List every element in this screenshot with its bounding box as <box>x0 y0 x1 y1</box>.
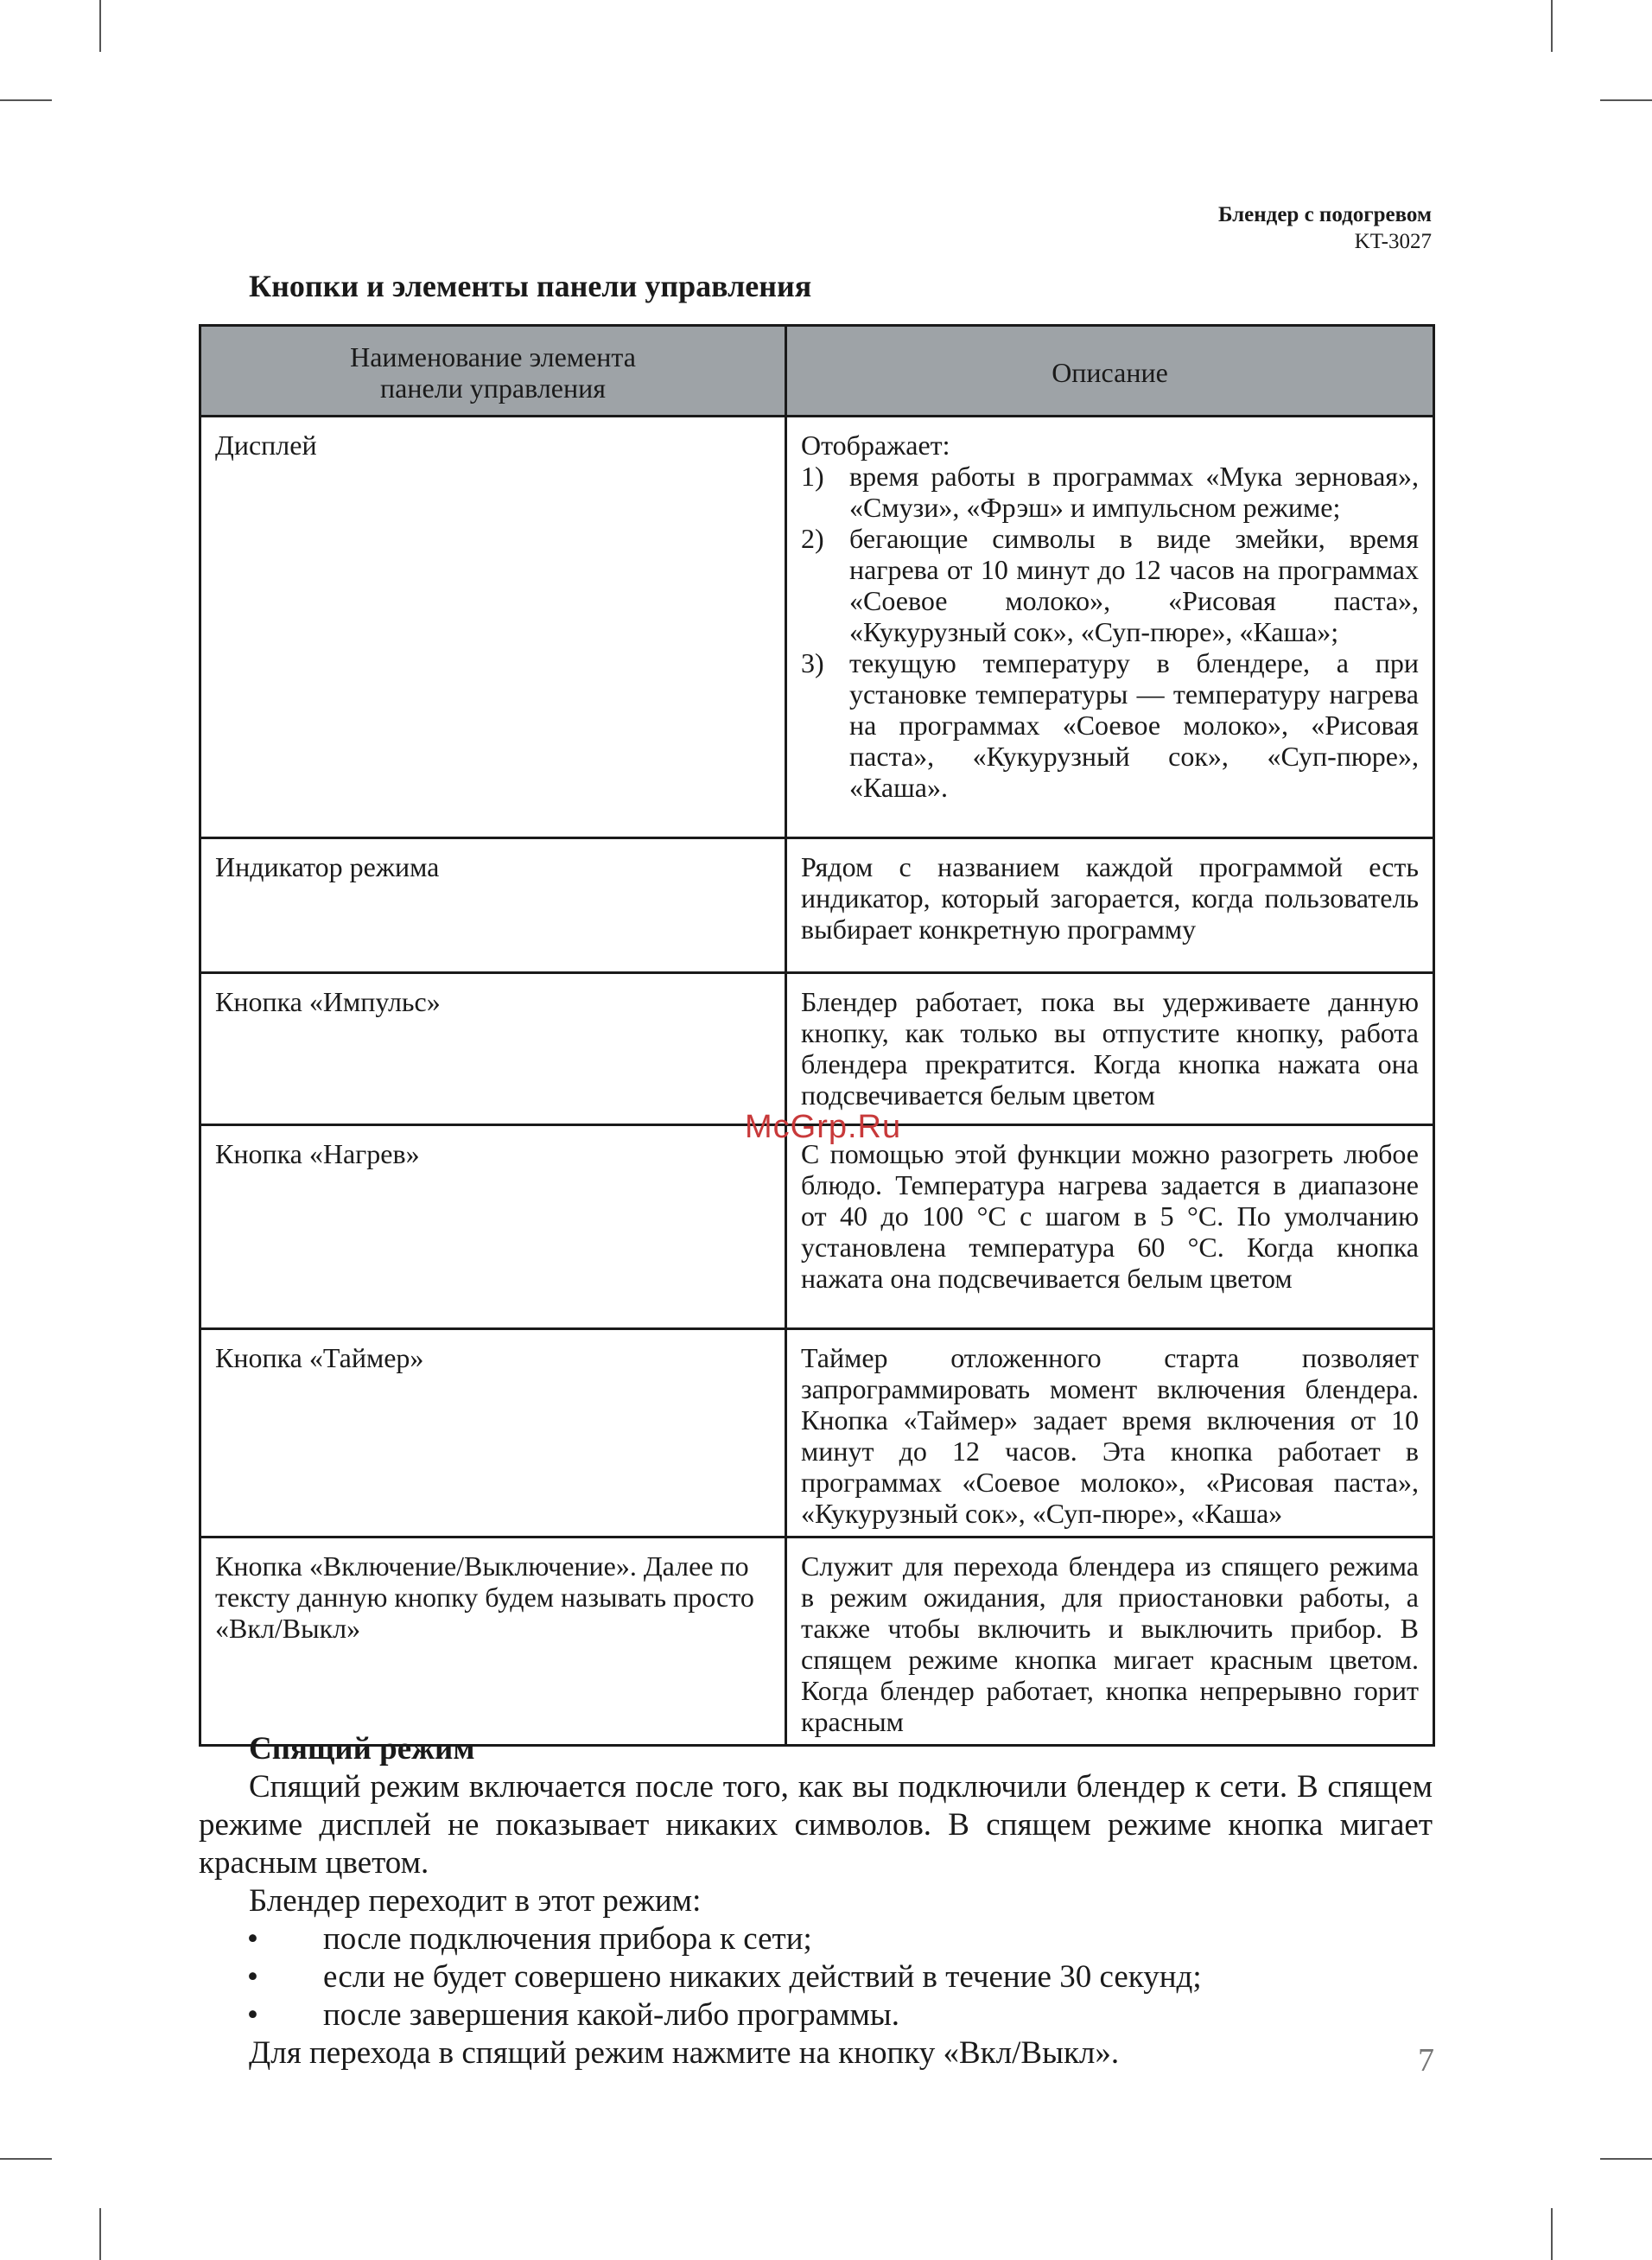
page-number: 7 <box>1418 2042 1434 2079</box>
product-model: KT-3027 <box>1354 230 1432 254</box>
column-header-description: Описание <box>786 326 1434 417</box>
description-intro: Отображает: <box>801 430 950 461</box>
table-row <box>200 1537 1434 1746</box>
column-header-name: Наименование элемента панели управления <box>200 326 786 417</box>
table-row <box>200 1125 1434 1329</box>
table-row <box>200 973 1434 1125</box>
list-item: • после подключения прибора к сети; <box>247 1921 812 1957</box>
running-header <box>1218 201 1432 256</box>
transition-bullets <box>199 1920 1433 2034</box>
crop-mark <box>0 2158 52 2160</box>
bullet-icon: • <box>247 1921 258 1957</box>
list-item: • если не будет совершено никаких действий в течение 30 секунд; <box>247 1959 1202 1995</box>
row-name: Кнопка «Включение/Выключение». Далее по тексту данную кнопку будем называть просто «Вкл/Выкл» <box>200 1537 786 1746</box>
row-description: Блендер работает, пока вы удерживаете данную кнопку, как только вы отпустите кнопку, работа блендера прекратится. Когда кнопка нажата она подсвечивается белым цветом <box>786 973 1434 1125</box>
row-name: Дисплей <box>200 417 786 838</box>
sleep-mode-heading: Спящий режим <box>249 1731 475 1767</box>
row-name: Кнопка «Нагрев» <box>200 1125 786 1329</box>
crop-mark <box>1551 0 1553 52</box>
list-item: • после завершения какой-либо программы. <box>247 1997 900 2033</box>
crop-mark <box>1600 99 1652 101</box>
row-description: Служит для перехода блендера из спящего режима в режим ожидания, для приостановки работы, а также чтобы включить и выключить прибор. В спящем режиме кнопка мигает красным цветом. Когда блендер работает, кнопка непрерывно горит красным <box>786 1537 1434 1746</box>
row-description: Рядом с названием каждой программой есть индикатор, который загорается, когда пользователь выбирает конкретную программу <box>786 838 1434 973</box>
product-title: Блендер с подогревом <box>1217 203 1432 226</box>
bullet-icon: • <box>247 1997 258 2033</box>
list-item: 1) время работы в программах «Мука зерновая», «Смузи», «Фрэш» и импульсном режиме; <box>801 461 1419 523</box>
crop-mark <box>99 0 101 52</box>
crop-mark <box>99 2208 101 2260</box>
list-item: 3) текущую температуру в блендере, а при установке температуры — температуру нагрева на программах «Соевое молоко», «Рисовая паста», «Кукурузный сок», «Суп-пюре», «Каша». <box>801 647 1419 803</box>
list-item: 2) бегающие символы в виде змейки, время нагрева от 10 минут до 12 часов на программах «Соевое молоко», «Рисовая паста», «Кукурузный сок», «Суп-пюре», «Каша»; <box>801 523 1419 647</box>
table-row <box>200 838 1434 973</box>
row-name: Индикатор режима <box>200 838 786 973</box>
closing-paragraph: Для перехода в спящий режим нажмите на кнопку «Вкл/Выкл». <box>249 2035 1120 2071</box>
watermark: McGrp.Ru <box>745 1109 902 1145</box>
crop-mark <box>0 99 52 101</box>
row-description: Таймер отложенного старта позволяет запрограммировать момент включения блендера. Кнопка «Таймер» задает время включения от 10 минут до 12 часов. Эта кнопка работает в программах «Соевое молоко», «Рисовая паста», «Кукурузный сок», «Суп-пюре», «Каша» <box>786 1329 1434 1537</box>
row-name: Кнопка «Импульс» <box>200 973 786 1125</box>
table-header-row <box>200 326 1434 417</box>
crop-mark <box>1600 2158 1652 2160</box>
table-row <box>200 1329 1434 1537</box>
controls-table <box>199 324 1435 1747</box>
sleep-mode-paragraph: Спящий режим включается после того, как вы подключили блендер к сети. В спящем режиме дисплей не показывает никаких символов. В спящем режиме кнопка мигает красным цветом. <box>199 1769 1433 1881</box>
crop-mark <box>1551 2208 1553 2260</box>
transition-intro: Блендер переходит в этот режим: <box>249 1883 702 1919</box>
bullet-icon: • <box>247 1959 258 1995</box>
row-name: Кнопка «Таймер» <box>200 1329 786 1537</box>
row-description <box>786 417 1434 838</box>
sleep-mode-section <box>199 1730 1433 2072</box>
row-description: С помощью этой функции можно разогреть любое блюдо. Температура нагрева задается в диапазоне от 40 до 100 °С с шагом в 5 °С. По умолчанию установлена температура 60 °С. Когда кнопка нажата она подсвечивается белым цветом <box>786 1125 1434 1329</box>
section-heading: Кнопки и элементы панели управления <box>249 269 812 303</box>
table-row <box>200 417 1434 838</box>
display-items-list <box>801 461 1419 803</box>
